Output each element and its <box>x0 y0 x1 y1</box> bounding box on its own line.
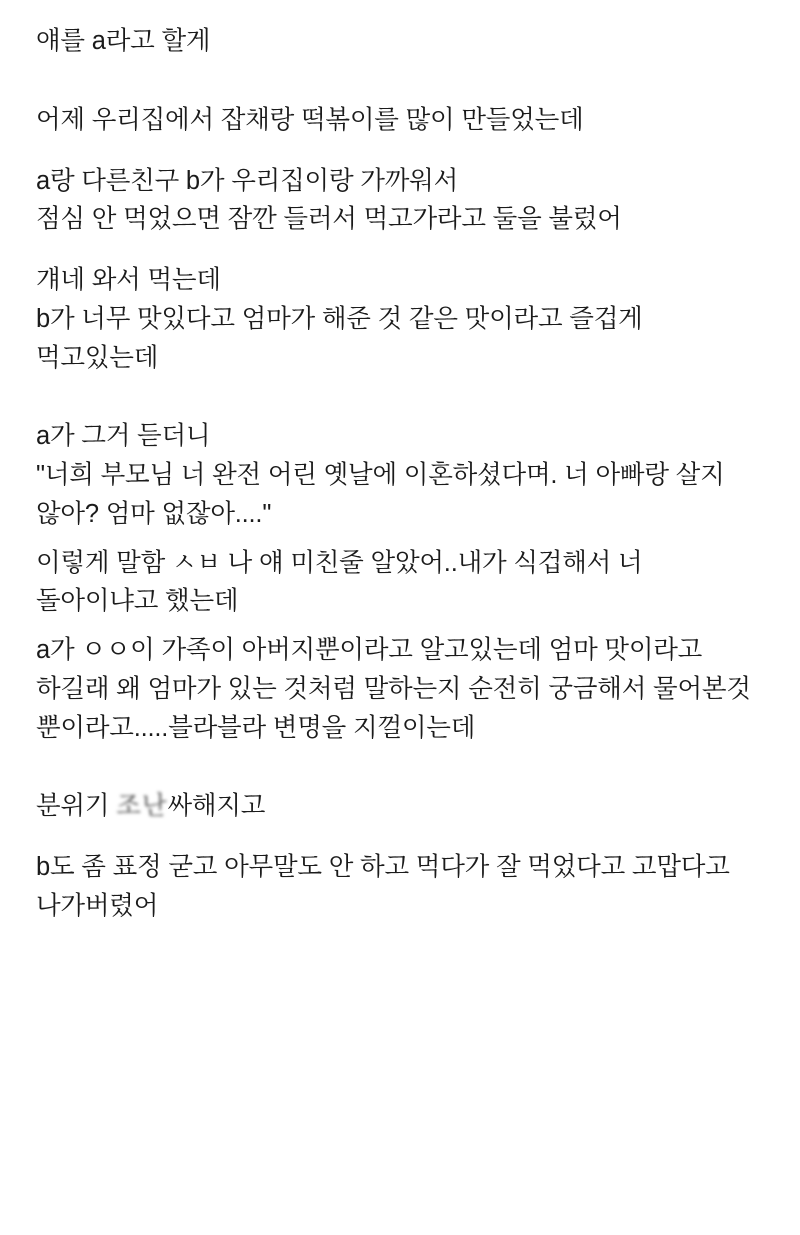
mood-text-suffix: 싸해지고 <box>167 792 266 821</box>
paragraph-invited-them: 점심 안 먹었으면 잠깐 들러서 먹고가라고 둘을 불렀어 <box>36 205 622 234</box>
paragraph-spacer <box>36 621 764 631</box>
paragraph-spacer <box>36 239 764 261</box>
paragraph-spacer <box>36 826 764 848</box>
mood-text-prefix: 분위기 <box>36 792 117 821</box>
paragraph-a-excuse: a가 ㅇㅇ이 가족이 아버지뿐이라고 알고있는데 엄마 맛이라고 하길래 왜 엄마가 있는 것처럼 말하는지 순전히 궁금해서 물어본것 뿐이라고.....블라블라 변명을 지껄이는데 <box>36 636 751 742</box>
paragraph-spacer <box>36 377 764 417</box>
paragraph-intro: 얘를 a라고 할게 <box>36 27 211 55</box>
paragraph-spacer <box>36 747 764 787</box>
paragraph-spacer <box>36 61 764 101</box>
paragraph-mood-turned-cold <box>36 787 764 826</box>
paragraph-my-reaction: 이렇게 말함 ㅅㅂ 나 얘 미친줄 알았어..내가 식겁해서 너 돌아이냐고 했는데 <box>36 548 643 616</box>
paragraph-yesterday-cooking: 어제 우리집에서 잡채랑 떡볶이를 많이 만들었는데 <box>36 105 584 134</box>
obscured-text: 조난 <box>116 792 168 821</box>
paragraph-a-heard: a가 그거 듣더니 <box>36 422 211 451</box>
paragraph-spacer <box>36 534 764 544</box>
paragraph-a-quote: "너희 부모님 너 완전 어린 옛날에 이혼하셨다며. 너 아빠랑 살지 않아? 엄마 없잖아...." <box>36 461 725 528</box>
paragraph-friends-nearby: a랑 다른친구 b가 우리집이랑 가까워서 <box>36 166 458 195</box>
paragraph-b-left: b도 좀 표정 굳고 아무말도 안 하고 먹다가 잘 먹었다고 고맙다고 나가버렸어 <box>36 853 730 920</box>
paragraph-they-came: 걔네 와서 먹는데 <box>36 266 221 294</box>
paragraph-b-compliment: b가 너무 맛있다고 엄마가 해준 것 같은 맛이라고 즐겁게 먹고있는데 <box>36 304 643 372</box>
paragraph-spacer <box>36 140 764 162</box>
